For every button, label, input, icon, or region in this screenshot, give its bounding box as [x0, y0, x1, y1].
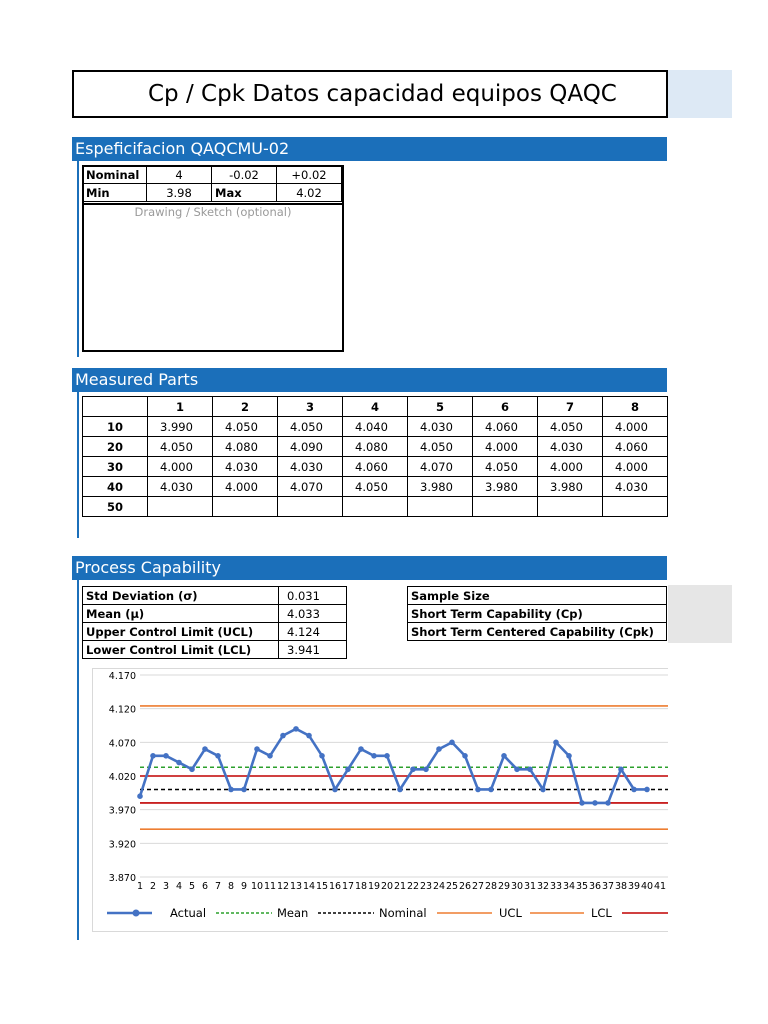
actual-point: [345, 766, 351, 772]
x-tick-label: 34: [562, 881, 576, 892]
actual-point: [540, 787, 546, 793]
measured-cell[interactable]: [148, 497, 213, 517]
measured-cell[interactable]: 4.050: [408, 437, 473, 457]
actual-point: [150, 753, 156, 759]
x-tick-label: 11: [263, 881, 277, 892]
x-tick-label: 22: [406, 881, 420, 892]
actual-point: [618, 766, 624, 772]
actual-point: [241, 787, 247, 793]
sample-size-label: Sample Size: [408, 587, 667, 605]
measured-column-header: 6: [473, 397, 538, 417]
measured-row: [83, 417, 668, 437]
capability-section-header: Process Capability: [72, 556, 667, 580]
actual-point: [436, 746, 442, 752]
actual-point: [137, 793, 143, 799]
actual-point: [644, 787, 650, 793]
measured-cell[interactable]: 4.060: [343, 457, 408, 477]
max-label: Max: [212, 184, 277, 202]
measured-row-label: 50: [83, 497, 148, 517]
measured-cell[interactable]: 4.050: [538, 417, 603, 437]
x-tick-label: 13: [289, 881, 303, 892]
actual-point: [384, 753, 390, 759]
measured-row: [83, 437, 668, 457]
x-tick-label: 35: [575, 881, 589, 892]
measured-cell[interactable]: 4.070: [408, 457, 473, 477]
measured-row: [83, 457, 668, 477]
measured-cell[interactable]: 4.090: [278, 437, 343, 457]
spec-section-line: [77, 161, 79, 357]
x-tick-label: 7: [214, 881, 222, 892]
x-tick-label: 40: [640, 881, 654, 892]
y-tick-label: 4.020: [108, 772, 136, 783]
x-tick-label: 30: [510, 881, 524, 892]
stats-table: [82, 586, 347, 659]
actual-point: [410, 766, 416, 772]
measured-cell[interactable]: [213, 497, 278, 517]
measured-cell[interactable]: [603, 497, 668, 517]
actual-point: [371, 753, 377, 759]
legend-actual-marker: [133, 910, 140, 917]
actual-point: [189, 766, 195, 772]
nominal-value[interactable]: 4: [147, 166, 212, 184]
x-tick-label: 15: [315, 881, 329, 892]
control-chart-svg: [92, 668, 668, 932]
x-tick-label: 24: [432, 881, 446, 892]
x-tick-label: 33: [549, 881, 563, 892]
measured-cell[interactable]: 4.000: [603, 457, 668, 477]
measured-column-header: 1: [148, 397, 213, 417]
actual-point: [163, 753, 169, 759]
actual-point: [501, 753, 507, 759]
measured-cell[interactable]: [278, 497, 343, 517]
mean-label: Mean (μ): [83, 605, 279, 623]
actual-point: [527, 766, 533, 772]
x-tick-label: 27: [471, 881, 485, 892]
x-tick-label: 25: [445, 881, 459, 892]
x-tick-label: 19: [367, 881, 381, 892]
measured-column-header: 3: [278, 397, 343, 417]
actual-point: [280, 733, 286, 739]
legend-ucl-label: UCL: [499, 906, 522, 920]
capability-table: [407, 586, 667, 641]
actual-point: [423, 766, 429, 772]
actual-point: [215, 753, 221, 759]
measured-column-header: 2: [213, 397, 278, 417]
measured-cell[interactable]: 4.060: [603, 437, 668, 457]
x-tick-label: 28: [484, 881, 498, 892]
actual-point: [254, 746, 260, 752]
measured-cell[interactable]: 3.990: [148, 417, 213, 437]
measured-cell[interactable]: 3.980: [473, 477, 538, 497]
actual-point: [462, 753, 468, 759]
spec-table: [82, 165, 342, 202]
measured-header-row: [83, 397, 668, 417]
x-tick-label: 2: [149, 881, 157, 892]
sketch-area[interactable]: [82, 203, 344, 352]
measured-cell[interactable]: 4.000: [213, 477, 278, 497]
measured-cell[interactable]: [343, 497, 408, 517]
x-tick-label: 8: [227, 881, 235, 892]
measured-row-label: 40: [83, 477, 148, 497]
measured-section-line: [77, 392, 79, 538]
x-tick-label: 1: [136, 881, 144, 892]
nominal-label: Nominal: [83, 166, 147, 184]
measured-column-header: 7: [538, 397, 603, 417]
actual-point: [293, 726, 299, 732]
measured-corner: [83, 397, 148, 417]
actual-point: [228, 787, 234, 793]
x-tick-label: 14: [302, 881, 316, 892]
cp-label: Short Term Capability (Cp): [408, 605, 667, 623]
x-tick-label: 12: [276, 881, 290, 892]
measured-cell[interactable]: [473, 497, 538, 517]
actual-point: [592, 800, 598, 806]
measured-cell[interactable]: 4.050: [278, 417, 343, 437]
measured-cell[interactable]: 4.000: [538, 457, 603, 477]
legend-lcl-label: LCL: [591, 906, 612, 920]
spec-section-header: Espeficifacion QAQCMU-02: [72, 137, 667, 161]
measured-cell[interactable]: 4.030: [213, 457, 278, 477]
legend-mean-label: Mean: [277, 906, 309, 920]
measured-cell[interactable]: 3.980: [408, 477, 473, 497]
x-tick-label: 10: [250, 881, 264, 892]
actual-point: [579, 800, 585, 806]
measured-cell[interactable]: 4.030: [148, 477, 213, 497]
y-tick-label: 4.120: [108, 704, 136, 716]
measured-cell[interactable]: 4.070: [278, 477, 343, 497]
actual-point: [631, 787, 637, 793]
measured-cell[interactable]: 4.050: [213, 417, 278, 437]
x-tick-label: 17: [341, 881, 355, 892]
measured-row: [83, 497, 668, 517]
legend-actual-label: Actual: [170, 906, 207, 920]
measured-cell[interactable]: 4.000: [603, 417, 668, 437]
x-tick-label: 36: [588, 881, 602, 892]
capability-values-area: [668, 585, 732, 643]
measured-cell[interactable]: 4.030: [603, 477, 668, 497]
measured-cell[interactable]: 4.080: [343, 437, 408, 457]
legend-nominal-label: Nominal: [379, 906, 427, 920]
measured-row: [83, 477, 668, 497]
lcl-value: 3.941: [279, 641, 347, 659]
min-value: 3.98: [147, 184, 212, 202]
actual-point: [475, 787, 481, 793]
x-tick-label: 29: [497, 881, 511, 892]
measured-column-header: 4: [343, 397, 408, 417]
x-tick-label: 4: [175, 881, 183, 892]
min-label: Min: [83, 184, 147, 202]
x-tick-label: 31: [523, 881, 537, 892]
measured-cell[interactable]: 3.980: [538, 477, 603, 497]
actual-point: [306, 733, 312, 739]
measured-cell[interactable]: 4.000: [148, 457, 213, 477]
x-tick-label: 26: [458, 881, 472, 892]
lcl-label: Lower Control Limit (LCL): [83, 641, 279, 659]
capability-section-line: [77, 580, 79, 940]
x-tick-label: 39: [627, 881, 641, 892]
x-tick-label: 5: [188, 881, 196, 892]
x-tick-label: 32: [536, 881, 550, 892]
actual-point: [566, 753, 572, 759]
measured-cell[interactable]: [538, 497, 603, 517]
measured-cell[interactable]: 4.040: [343, 417, 408, 437]
y-tick-label: 3.970: [108, 805, 136, 817]
std-value: 0.031: [279, 587, 347, 605]
measured-cell[interactable]: 4.080: [213, 437, 278, 457]
measured-cell[interactable]: 4.050: [148, 437, 213, 457]
measured-table: [82, 396, 668, 517]
measured-cell[interactable]: 4.030: [408, 417, 473, 437]
plus-tolerance[interactable]: +0.02: [277, 166, 342, 184]
measured-column-header: 5: [408, 397, 473, 417]
cpk-label: Short Term Centered Capability (Cpk): [408, 623, 667, 641]
measured-row-label: 30: [83, 457, 148, 477]
actual-point: [319, 753, 325, 759]
measured-row-label: 10: [83, 417, 148, 437]
x-tick-label: 41: [653, 881, 667, 892]
max-value: 4.02: [277, 184, 342, 202]
y-tick-label: 3.920: [108, 839, 136, 851]
measured-row-label: 20: [83, 437, 148, 457]
actual-point: [176, 760, 182, 766]
measured-section-header: Measured Parts: [72, 368, 667, 392]
measured-column-header: 8: [603, 397, 668, 417]
measured-cell[interactable]: 4.030: [538, 437, 603, 457]
measured-cell[interactable]: 4.060: [473, 417, 538, 437]
measured-cell[interactable]: [408, 497, 473, 517]
ucl-label: Upper Control Limit (UCL): [83, 623, 279, 641]
x-tick-label: 16: [328, 881, 342, 892]
ucl-value: 4.124: [279, 623, 347, 641]
measured-cell[interactable]: 4.050: [473, 457, 538, 477]
x-tick-label: 9: [240, 881, 248, 892]
x-tick-label: 38: [614, 881, 628, 892]
actual-point: [488, 787, 494, 793]
sketch-placeholder: Drawing / Sketch (optional): [134, 205, 292, 219]
measured-cell[interactable]: 4.050: [343, 477, 408, 497]
y-tick-label: 4.170: [108, 671, 136, 682]
actual-point: [267, 753, 273, 759]
x-tick-label: 21: [393, 881, 407, 892]
actual-point: [514, 766, 520, 772]
actual-point: [449, 740, 455, 746]
x-tick-label: 20: [380, 881, 394, 892]
minus-tolerance[interactable]: -0.02: [212, 166, 277, 184]
measured-cell[interactable]: 4.000: [473, 437, 538, 457]
actual-point: [397, 787, 403, 793]
x-tick-label: 3: [162, 881, 170, 892]
x-tick-label: 6: [201, 881, 209, 892]
actual-point: [358, 746, 364, 752]
std-label: Std Deviation (σ): [83, 587, 279, 605]
actual-point: [332, 787, 338, 793]
x-tick-label: 23: [419, 881, 433, 892]
y-tick-label: 3.870: [108, 873, 136, 884]
mean-value: 4.033: [279, 605, 347, 623]
actual-point: [605, 800, 611, 806]
control-chart: [92, 668, 668, 932]
actual-point: [553, 740, 559, 746]
x-tick-label: 18: [354, 881, 368, 892]
y-tick-label: 4.070: [108, 738, 136, 750]
x-tick-label: 37: [601, 881, 615, 892]
measured-cell[interactable]: 4.030: [278, 457, 343, 477]
actual-point: [202, 746, 208, 752]
page-title: Cp / Cpk Datos capacidad equipos QAQC: [148, 81, 617, 107]
